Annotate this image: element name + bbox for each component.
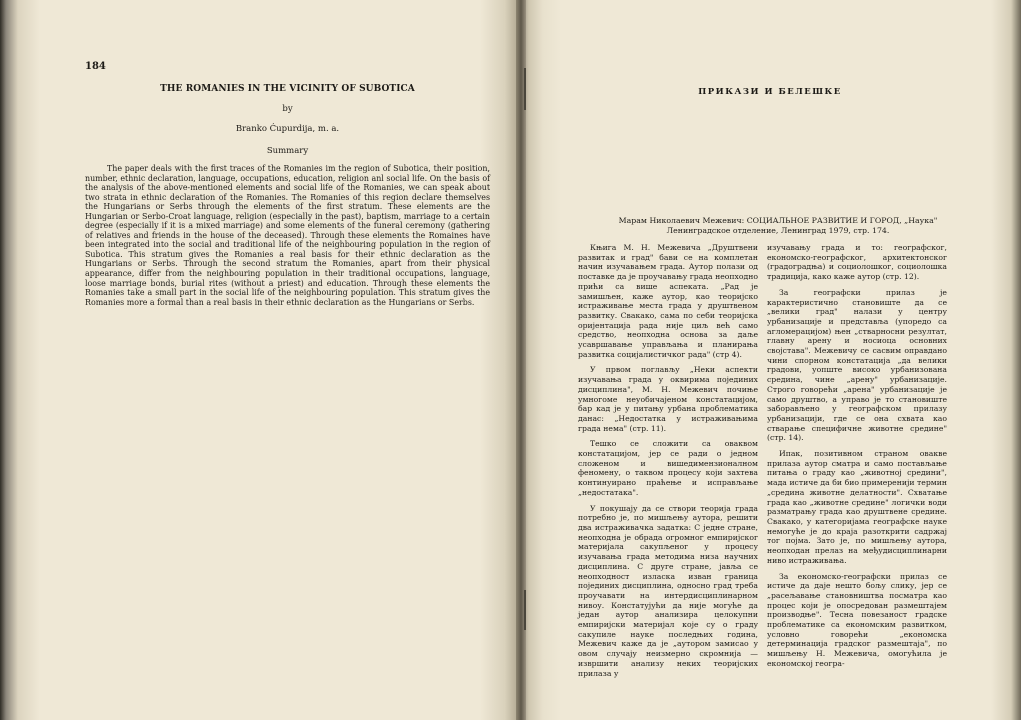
byline: by (282, 104, 293, 114)
paragraph: За економско-географски прилаз се истиче да даје нешто бољу слику, јер се „расељавање становништва посматра као процес који је опосредован размештајем производње". Тесна повезаност градске проблематике са економским развитком, условно говорећи „економска детерминација градског размештаја", по мишљењу Н. Межевича, омогућила је економској геогра- (767, 571, 947, 668)
page-number: 184 (85, 61, 106, 72)
review-column-left (578, 243, 758, 684)
gutter-mark (524, 590, 526, 630)
gutter-mark (524, 68, 526, 110)
paragraph: Тешко се сложити са оваквом констатацијом, јер се ради о једном сложеном и вишедимензионалном феномену, о таквом процесу који захтева континуирано праћење и исправљање „недостатака". (578, 439, 758, 497)
paragraph: Ипак, позитивном страном овакве прилаза аутор сматра и само постављање питања о граду као „животној средини", мада истиче да би био примеренији термин „средина животне делатности". Схватање града као „животне средине" логички води разматрању града као друштвене средине. Свакако, у категоријама географске науке немогуће је до краја разоткрити садржај тог појма. Зато је, по мишљењу аутора, неопходан прелаз на међудисциплинарни ниво истраживања. (767, 449, 947, 565)
section-header: ПРИКАЗИ И БЕЛЕШКЕ (698, 87, 842, 97)
review-heading (578, 216, 978, 235)
summary-text: The paper deals with the first traces of the Romanies im the region of Subotica, their position, number, ethnic declaration, language, occupations, education, religion anl social life. On the basis of the analysis of the above-mentioned elements and social life of the Romanies, we can speak about two strata in ethnic declaration of the Romanies. The Romanies of this region declare themselves the Hungarians or Serbs through the elements of the first stratum. These elements are the Hungarian or Serbo-Croat language, religion (especially in the past), baptism, marriage to a certain degree (especially if it is a mixed marriage) and some elements of the funeral ceremony (gathering of relatives and friends in the house of the deceased). Through these elements the Romaines have been integrated into the social and traditional life of the neighbouring population in the region of Subotica. This stratum gives the Romanies a real basis for their ethnic declaration as the Hungarians or Serbs. Through the second stratum the Romanies, apart from their physical appearance, differ from the neighbouring population in their traditional occupations, language, loose marriage bonds, burial rites (without a priest) and education. Through these elements the Romanies take a small part in the social life of the neighbouring population. This stratum gives the Romanies more a formal than a real basis in their ethnic declaration as the Hungarians or Serbs. (85, 164, 490, 307)
article-title: THE ROMANIES IN THE VICINITY OF SUBOTICA (160, 84, 415, 94)
paragraph: За географски прилаз је карактеристично становиште да се „велики град" налази у центру урбанизације и представља (упоредо са агломерацијом) њен „стварносни резултат, главну арену и носиоца основних својстава". Межевичу се сасвим оправдано чини спорном констатација „да велики градови, уопште високо урбанизована средина, чине „арену" урбанизације. Строго говорећи „арена" урбанизације је само друштво, а управо је то становиште заборављено у географском прилазу урбанизацији, где се она схвата као стварање специфичне животне средине" (стр. 14). (767, 287, 947, 443)
author-name: Branko Ćupurdija, m. a. (235, 124, 340, 134)
paragraph: У покушају да се створи теорија града потребно је, по мишљењу аутора, решити два истраживачка задатка: С једне стране, неопходна је обрада огромног емпиријског материјала сакупљеног у процесу изучавања града методима низа научних дисциплина. С друге стране, јавља се неопходност изласка изван граница појединих дисциплина, односно град треба проучавати на интердисциплинарном нивоу. Констатујући да није могуће да један аутор анализира целокупни емпиријски материјал које су о граду сакупиле науке последњих година, Межевич каже да је „аутором замисао у овом случају неизмерно скромнија — извршити анализу неких теоријских прилаза у (578, 503, 758, 678)
paragraph: изучавању града и то: географског, економско-географског, архитектонског (градоградња) и социолошког, социолошка традиција, како каже аутор (стр. 12). (767, 243, 947, 282)
review-heading-line: Марам Николаевич Межевич: СОЦИАЛЬНОЕ РАЗВИТИЕ И ГОРОД, „Наука" (618, 216, 938, 225)
review-heading-line: Ленинградское отделение, Ленинград 1979, стр. 174. (666, 225, 890, 235)
review-column-right (767, 243, 947, 675)
summary-heading: Summary (266, 146, 309, 156)
paragraph: Књига М. Н. Межевича „Друштвени развитак и град" бави се на комплетан начин изучавањем града. Аутор полази од поставке да је проучавању града неопходно прићи са више аспеката. „Рад је замишљен, каже аутор, као теоријско истраживање места града у друштвеном развитку. Свакако, сама по себи теоријска оријентација рада није циљ већ само средство, неопходна основа за даље усавршавање управљања и планирања развитка социјалистичког рада" (стр 4). (578, 243, 758, 359)
paragraph: У првом поглављу „Неки аспекти изучавања града у оквирима појединих дисциплина", М. Н. Межевич почиње умногоме неуобичајеном констатацијом, бар кад је у питању урбана проблематика данас: „Недостатка у истраживањима града нема" (стр. 11). (578, 365, 758, 433)
